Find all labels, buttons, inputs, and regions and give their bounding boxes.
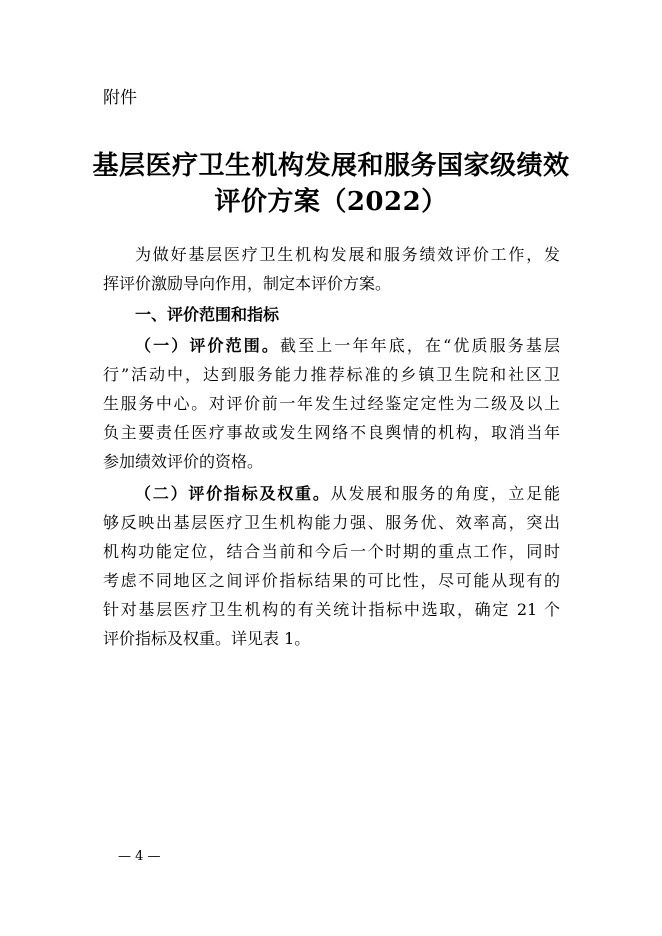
scope-line-4: 负主要责任医疗事故或发生网络不良舆情的机构，取消当年 (103, 423, 560, 442)
indicators-line-4: 考虑不同地区之间评价指标结果的可比性，尽可能从现有的 (103, 571, 560, 590)
section-heading: 一、评价范围和指标 (135, 305, 280, 324)
document-body (103, 240, 560, 653)
indicators-text-1: 从发展和服务的角度，立足能 (330, 484, 560, 503)
subsection-indicators (103, 479, 560, 653)
title-line-1: 基层医疗卫生机构发展和服务国家级绩效 (92, 151, 570, 181)
title-line-2: 评价方案（2022） (214, 187, 448, 217)
indicators-line-6: 评价指标及权重。详见表 1。 (103, 629, 311, 648)
intro-line-2: 挥评价激励导向作用，制定本评价方案。 (103, 274, 392, 293)
indicators-line-2: 够反映出基层医疗卫生机构能力强、服务优、效率高，突出 (103, 513, 560, 532)
subsection-scope (103, 331, 560, 476)
annex-label: 附件 (103, 88, 137, 108)
scope-text-1: 截至上一年年底，在“优质服务基层 (279, 336, 560, 355)
scope-line-2: 行”活动中，达到服务能力推荐标准的乡镇卫生院和社区卫 (103, 365, 560, 384)
scope-line-1 (103, 331, 560, 360)
intro-paragraph (103, 240, 560, 298)
indicators-line-1 (103, 479, 560, 508)
document-title (90, 148, 572, 220)
scope-line-3: 生服务中心。对评价前一年发生过经鉴定定性为二级及以上 (103, 394, 560, 413)
scope-label: （一）评价范围。 (135, 336, 280, 355)
page-number: — 4 — (118, 849, 161, 864)
indicators-line-3: 机构功能定位，结合当前和今后一个时期的重点工作，同时 (103, 542, 560, 561)
indicators-line-5: 针对基层医疗卫生机构的有关统计指标中选取，确定 21 个 (103, 600, 560, 619)
intro-line-1: 为做好基层医疗卫生机构发展和服务绩效评价工作，发 (135, 245, 560, 264)
indicators-label: （二）评价指标及权重。 (135, 484, 331, 503)
scope-line-5: 参加绩效评价的资格。 (103, 452, 264, 471)
